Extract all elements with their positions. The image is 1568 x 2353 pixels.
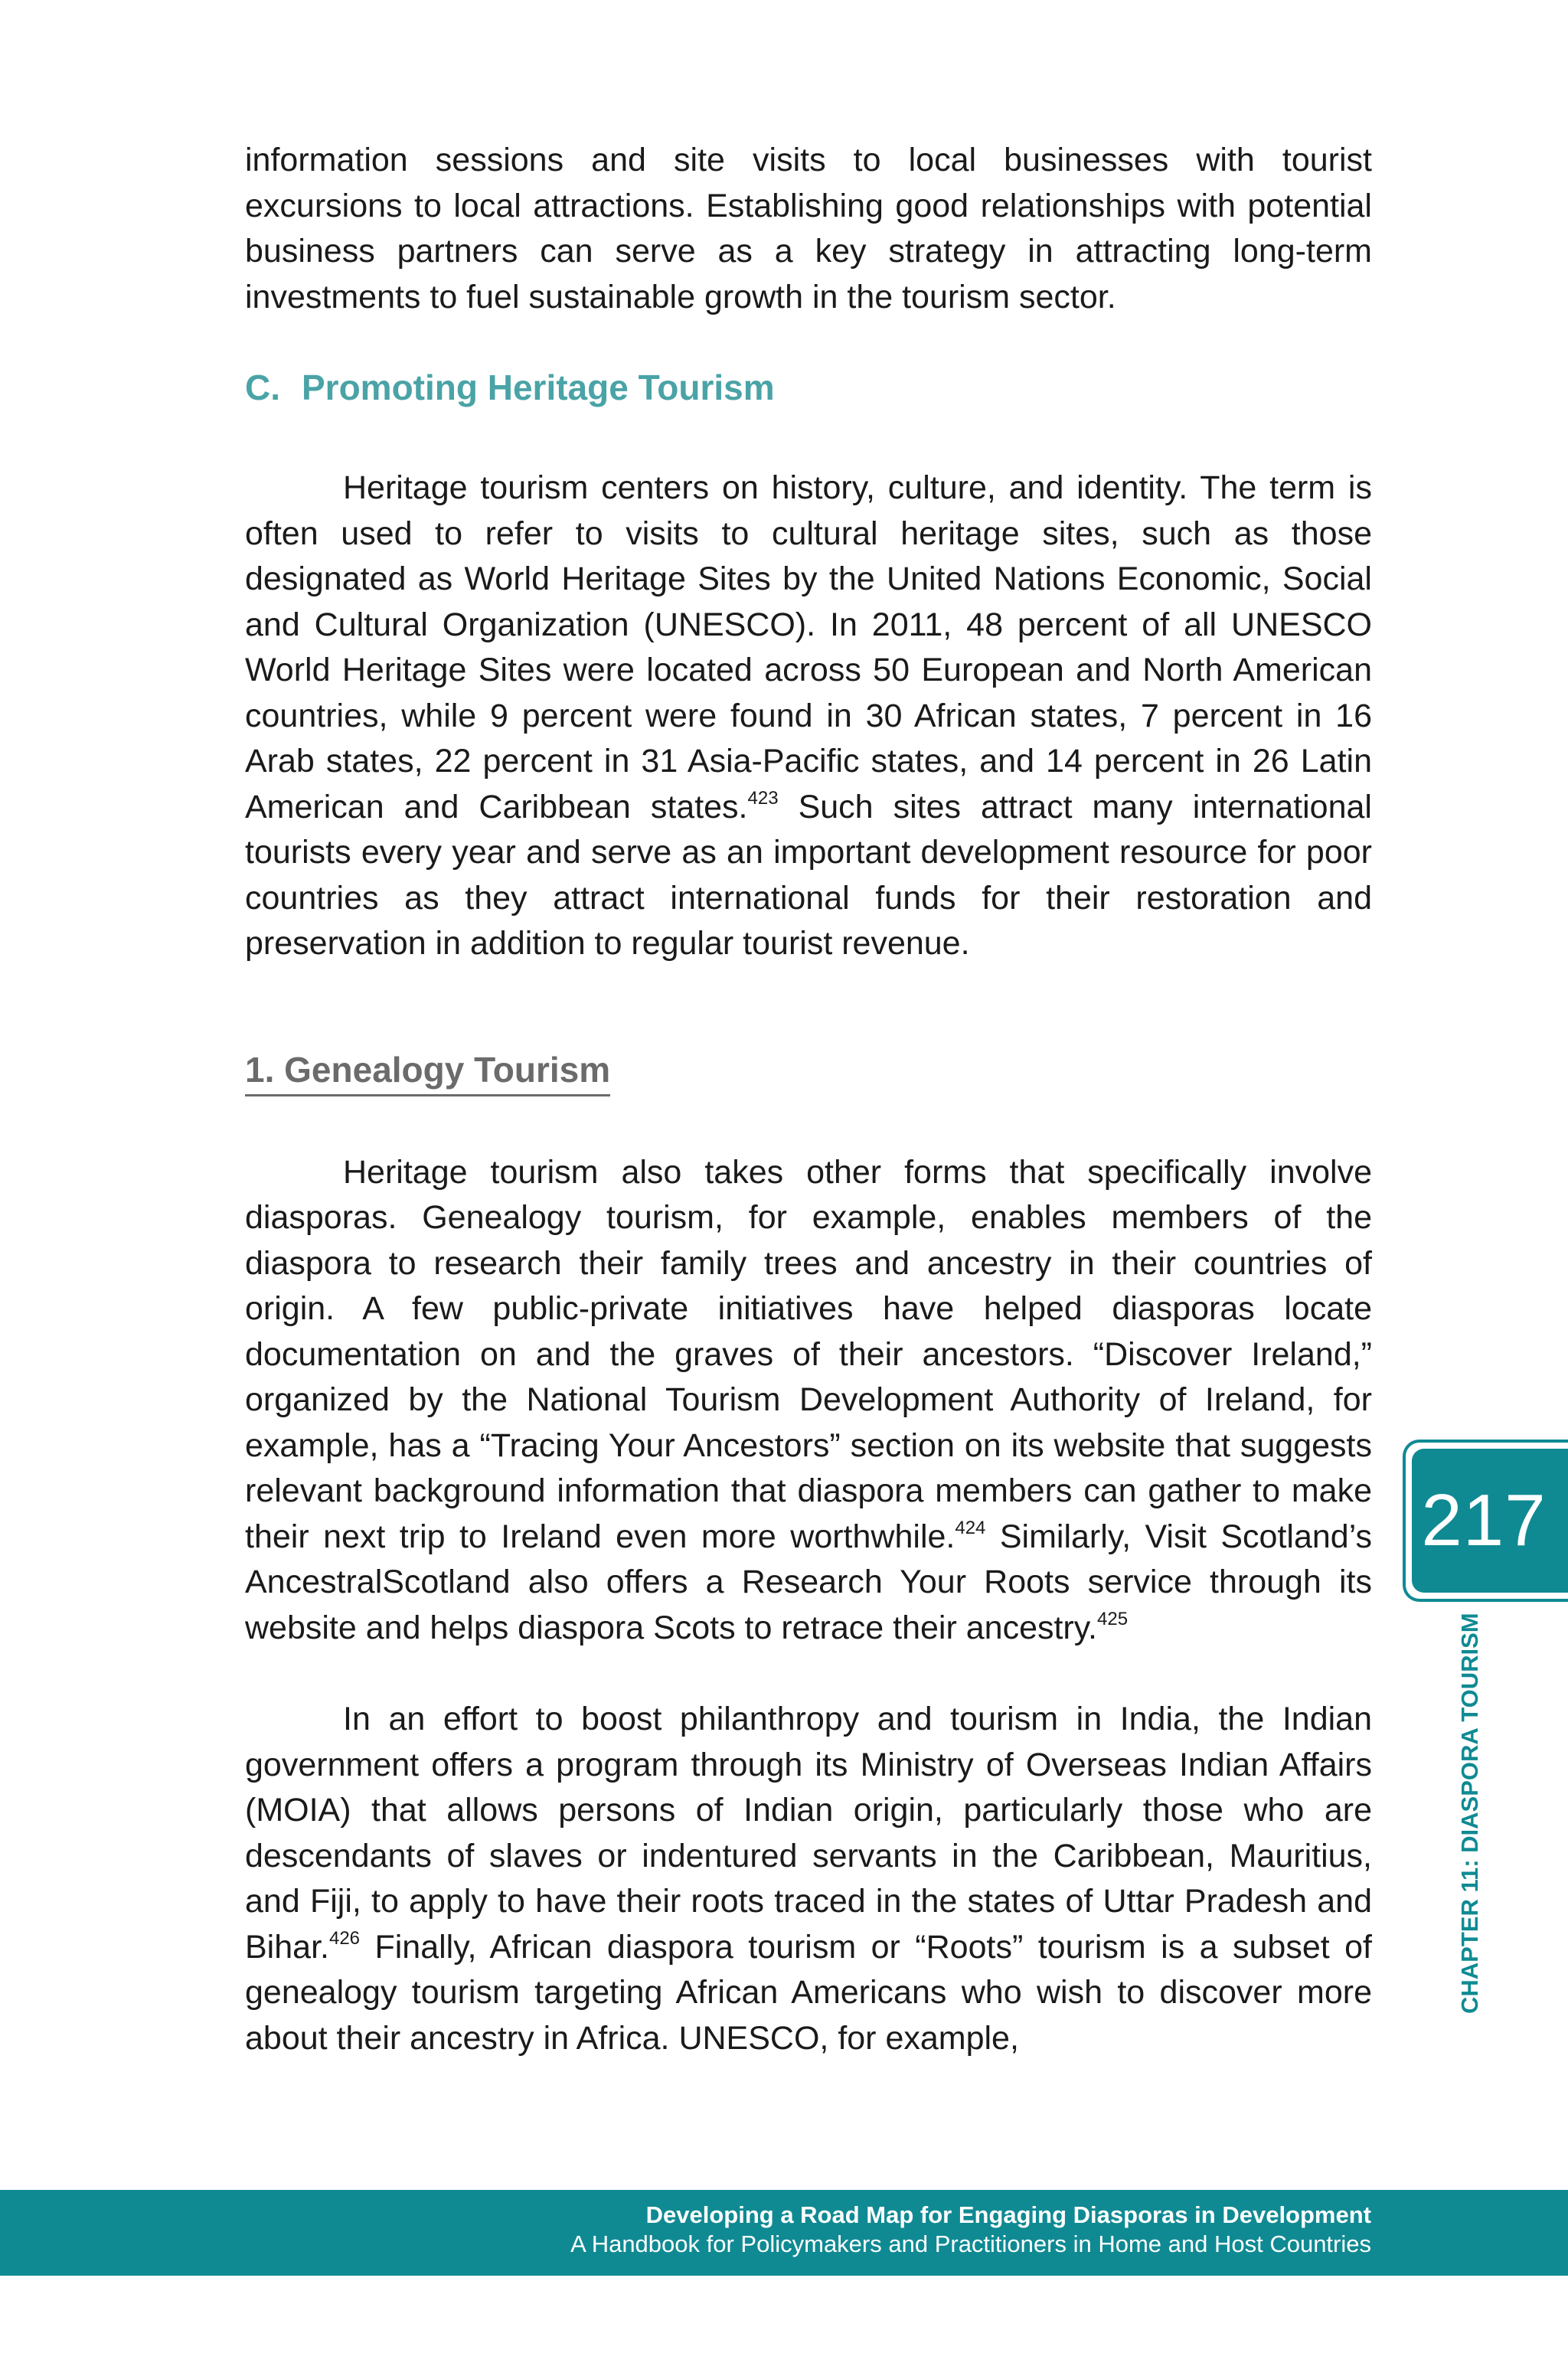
page-number-tab-fill bbox=[1412, 1449, 1568, 1593]
section-letter: C. bbox=[245, 368, 280, 407]
body-paragraph-4 bbox=[245, 1697, 1372, 2061]
page-number: 217 bbox=[1421, 1479, 1547, 1561]
paragraph-2-text: Heritage tourism centers on history, culture, and identity. The term is often used to refer to visits to cultural heritage sites, such as those designated as World Heritage Sites by the United Nations Economic, Social and Cultural Organization (UNESCO). In 2011, 48 percent of all UNESCO World Heritage Sites were located across 50 European and North American countries, while 9 percent were found in 30 African states, 7 percent in 16 Arab states, 22 percent in 31 Asia-Pacific states, and 14 percent in 26 Latin American and Caribbean states. bbox=[245, 469, 1372, 825]
chapter-side-label: CHAPTER 11: DIASPORA TOURISM bbox=[1456, 1613, 1483, 2014]
paragraph-2-text-after: Such sites attract many international tourists every year and serve as an important development resource for poor countries as they attract international funds for their restoration and preservation in addition to regular tourist revenue. bbox=[245, 788, 1372, 962]
page-number-tab bbox=[1403, 1440, 1568, 1602]
section-heading-c bbox=[245, 364, 1372, 410]
paragraph-4-text-after: Finally, African diaspora tourism or “Roots” tourism is a subset of genealogy tourism targeting African Americans who wish to discover more about their ancestry in Africa. UNESCO, for example, bbox=[245, 1928, 1372, 2057]
footer-title: Developing a Road Map for Engaging Diasporas in Development bbox=[645, 2201, 1371, 2228]
paragraph-4-text: In an effort to boost philanthropy and tourism in India, the Indian government offers a program through its Ministry of Overseas Indian Affairs (MOIA) that allows persons of Indian origin, particularly those who are descendants of slaves or indentured servants in the Caribbean, Mauritius, and Fiji, to apply to have their roots traced in the states of Uttar Pradesh and Bihar. bbox=[245, 1701, 1372, 1966]
page-content bbox=[245, 138, 1372, 2061]
subsection-heading-genealogy: 1. Genealogy Tourism bbox=[245, 1047, 610, 1096]
footnote-425[interactable]: 425 bbox=[1097, 1609, 1129, 1630]
footnote-423[interactable]: 423 bbox=[747, 788, 779, 809]
footer-subtitle: A Handbook for Policymakers and Practitioners in Home and Host Countries bbox=[570, 2230, 1371, 2257]
body-paragraph-2 bbox=[245, 466, 1372, 967]
footnote-424[interactable]: 424 bbox=[955, 1518, 986, 1539]
paragraph-3-text: Heritage tourism also takes other forms that specifically involve diasporas. Genealogy tourism, for example, enables members of the diaspora to research their family trees and ancestry in their countries of origin. A few public-private initiatives have helped diasporas locate documentation on and the graves of their ancestors. “Discover Ireland,” organized by the National Tourism Development Authority of Ireland, for example, has a “Tracing Your Ancestors” section on its website that suggests relevant background information that diaspora members can gather to make their next trip to Ireland even more worthwhile. bbox=[245, 1153, 1372, 1555]
footnote-426[interactable]: 426 bbox=[328, 1928, 361, 1949]
body-paragraph-1 bbox=[245, 138, 1372, 320]
paragraph-1-text: information sessions and site visits to local businesses with tourist excursions to local attractions. Establishing good relationships with potential business partners can serve as a key strategy in attracting long-term investments to fuel sustainable growth in the tourism sector. bbox=[245, 142, 1372, 315]
footer-band bbox=[0, 2190, 1568, 2276]
footer-text bbox=[570, 2201, 1371, 2259]
paragraph-3-text-mid: Similarly, Visit Scotland’s AncestralScotland also offers a Research Your Roots service through its website and helps diaspora Scots to retrace their ancestry. bbox=[245, 1518, 1372, 1646]
body-paragraph-3 bbox=[245, 1150, 1372, 1652]
section-title: Promoting Heritage Tourism bbox=[302, 368, 775, 407]
